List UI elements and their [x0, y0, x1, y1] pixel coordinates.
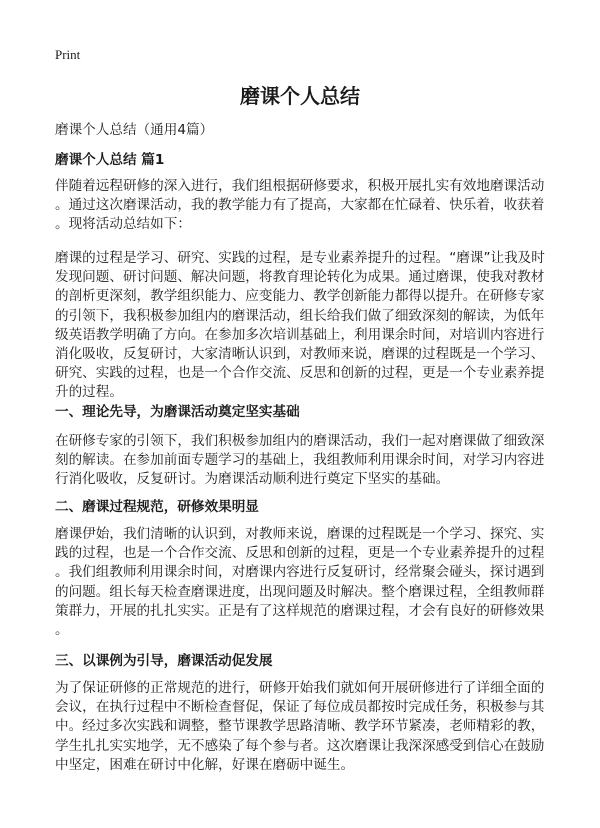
- text-line: 磨课伊始，我们清晰的认识到，对教师来说，磨课的过程既是一个学习、探究、实: [55, 526, 545, 542]
- text-line: 发现问题、研讨问题、解决问题，将教育理论转化为成果。通过磨课，使我对教材: [55, 269, 545, 286]
- text-line: 践的过程，也是一个合作交流、反思和创新的过程，更是一个专业素养提升的过程: [55, 545, 545, 562]
- heading-2: 二、磨课过程规范，研修效果明显: [55, 499, 259, 515]
- document-title: 磨课个人总结: [240, 84, 360, 108]
- text-line: 的剖析更深刻，教学组织能力、应变能力、教学创新能力都得以提升。在研修专家: [55, 288, 545, 305]
- text-line: 在研修专家的引领下，我们积极参加组内的磨课活动，我们一起对磨课做了细致深: [55, 433, 545, 449]
- text-line: 为了保证研修的正常规范的进行，研修开始我们就如何开展研修进行了详细全面的: [55, 680, 545, 696]
- text-line: 。: [55, 622, 69, 639]
- text-line: 会议，在执行过程中不断检查督促，保证了每位成员都按时完成任务，积极参与其: [55, 699, 545, 716]
- intro-paragraph: [55, 177, 565, 235]
- text-line: 中坚定，困难在研讨中化解，好课在磨砺中诞生。: [55, 756, 355, 773]
- text-line: 级英语教学明确了方向。在参加多次培训基础上，利用课余时间，对培训内容进行: [55, 326, 545, 343]
- text-line: 升的过程。: [55, 384, 123, 401]
- text-line: 的问题。组长每天检查磨课进度，出现问题及时解决。整个磨课过程，全组教师群: [55, 583, 545, 600]
- text-line: 策群力，开展的扎扎实实。正是有了这样规范的磨课过程，才会有良好的研修效果: [55, 602, 545, 619]
- text-line: 伴随着远程研修的深入进行，我们组根据研修要求，积极开展扎实有效地磨课活动: [55, 178, 545, 194]
- text-line: 。我们组教师利用课余时间，对磨课内容进行反复研讨，经常聚会碰头，探讨遇到: [55, 564, 545, 581]
- document-subtitle: 磨课个人总结（通用4篇）: [55, 122, 214, 138]
- text-line: 刻的解读。在参加前面专题学习的基础上，我组教师利用课余时间，对学习内容进: [55, 452, 545, 469]
- text-line: 学生扎扎实实地学，无不感染了每个参与者。这次磨课让我深深感受到信心在鼓励: [55, 737, 545, 754]
- heading-3: 三、以课例为引导，磨课活动促发展: [55, 653, 273, 669]
- paragraph-3: [55, 432, 565, 490]
- print-link[interactable]: Print: [55, 47, 81, 62]
- section-title: 磨课个人总结 篇1: [55, 152, 165, 168]
- text-line: 。现将活动总结如下：: [55, 216, 191, 233]
- paragraph-2: [55, 249, 565, 403]
- text-line: 。通过这次磨课活动，我的教学能力有了提高，大家都在忙碌着、快乐着，收获着: [55, 197, 545, 214]
- text-line: 磨课的过程是学习、研究、实践的过程，是专业素养提升的过程。“磨课”让我及时: [55, 250, 545, 266]
- text-line: 中。经过多次实践和调整，整节课教学思路清晰、教学环节紧凑，老师精彩的教，: [55, 718, 545, 735]
- paragraph-5: [55, 679, 565, 775]
- text-line: 的引领下，我积极参加组内的磨课活动，组长给我们做了细致深刻的解读，为低年: [55, 307, 545, 324]
- paragraph-4: [55, 525, 565, 640]
- text-line: 行消化吸收，反复研讨。为磨课活动顺利进行奠定下坚实的基础。: [55, 471, 450, 488]
- heading-1: 一、理论先导，为磨课活动奠定坚实基础: [55, 404, 300, 420]
- text-line: 研究、实践的过程，也是一个合作交流、反思和创新的过程，更是一个专业素养提: [55, 365, 545, 382]
- text-line: 消化吸收，反复研讨，大家清晰认识到，对教师来说，磨课的过程既是一个学习、: [55, 346, 545, 363]
